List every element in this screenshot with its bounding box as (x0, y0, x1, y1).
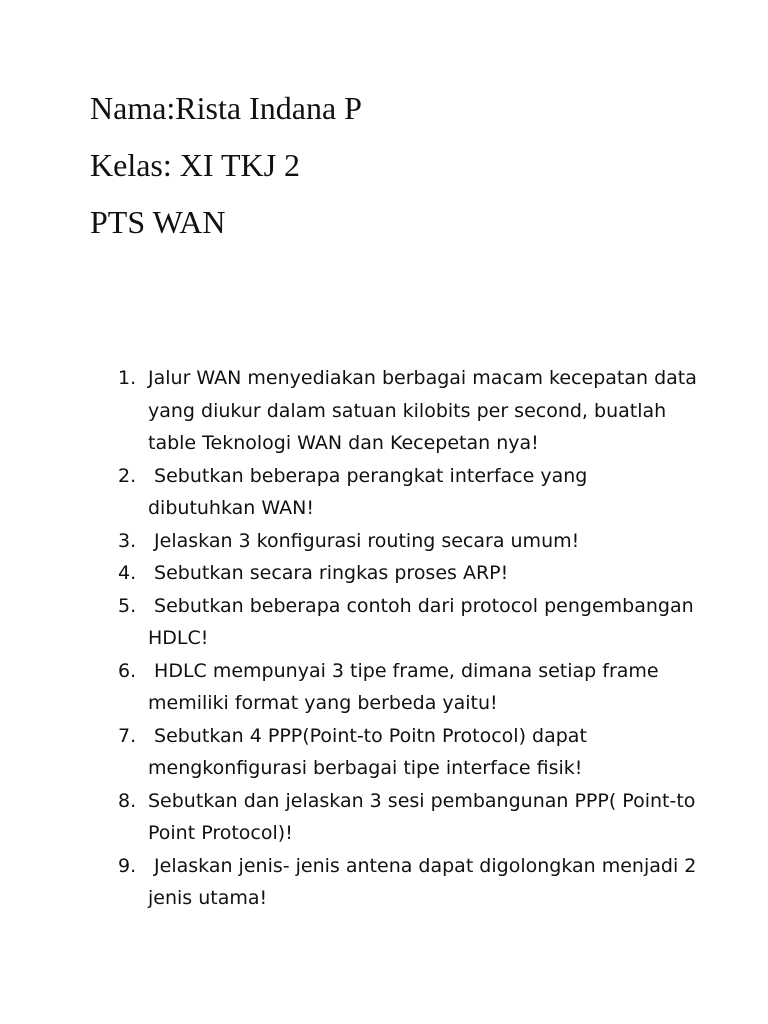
document-header (90, 92, 362, 263)
question-number: 5. (118, 594, 137, 617)
question-number: 2. (118, 464, 137, 487)
student-name-line: Nama:Rista Indana P (90, 90, 362, 126)
class-line: Kelas: XI TKJ 2 (90, 147, 301, 183)
question-item-8 (118, 785, 702, 850)
question-text: Sebutkan 4 PPP(Point-to Poitn Protocol) dapat mengkonfigurasi berbagai tipe interface fisik! (148, 724, 593, 779)
question-number: 1. (118, 367, 137, 389)
question-text: Jalur WAN menyediakan berbagai macam kecepatan data yang diukur dalam satuan kilobits per second, buatlah table Teknologi WAN dan Kecepetan nya! (148, 367, 703, 454)
question-item-3 (118, 525, 698, 558)
question-item-2 (118, 460, 698, 525)
question-item-7 (118, 720, 698, 785)
question-number: 7. (118, 724, 137, 747)
question-text: Sebutkan beberapa perangkat interface yang dibutuhkan WAN! (148, 464, 594, 519)
question-item-5 (118, 590, 698, 655)
question-text: Jelaskan jenis- jenis antena dapat digolongkan menjadi 2 jenis utama! (148, 854, 703, 909)
question-text: HDLC mempunyai 3 tipe frame, dimana setiap frame memiliki format yang berbeda yaitu! (148, 659, 665, 714)
question-number: 4. (118, 562, 137, 584)
question-text: Sebutkan beberapa contoh dari protocol pengembangan HDLC! (148, 594, 700, 649)
question-number: 6. (118, 659, 137, 682)
question-item-6 (118, 655, 698, 720)
question-text: Sebutkan dan jelaskan 3 sesi pembangunan PPP( Point-to Point Protocol)! (148, 789, 702, 844)
question-item-1 (118, 362, 703, 460)
question-text: Sebutkan secara ringkas proses ARP! (148, 562, 509, 584)
question-text: Jelaskan 3 konfigurasi routing secara umum! (148, 529, 580, 552)
question-number: 3. (118, 529, 137, 552)
question-number: 8. (118, 789, 137, 812)
question-item-4 (118, 557, 698, 590)
question-item-9 (118, 850, 703, 915)
subject-line: PTS WAN (90, 204, 226, 240)
question-number: 9. (118, 854, 137, 877)
question-list (118, 362, 703, 915)
